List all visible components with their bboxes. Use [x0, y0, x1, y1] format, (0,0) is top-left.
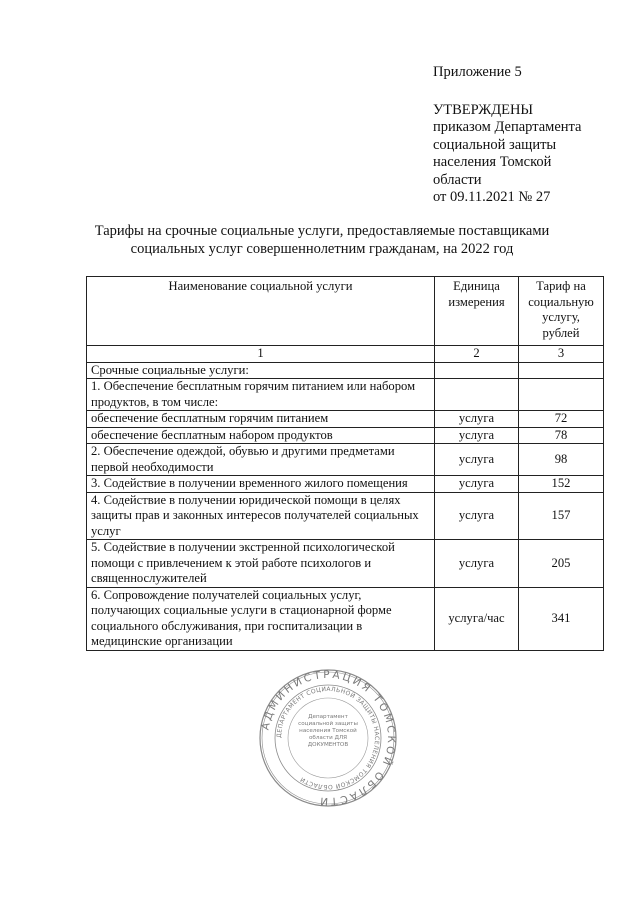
title-line-1: Тарифы на срочные социальные услуги, предоставляемые поставщиками — [94, 223, 550, 239]
header-service-name: Наименование социальной услуги — [87, 277, 435, 346]
approval-date-number: от 09.11.2021 № 27 — [433, 189, 551, 205]
approved-label: УТВЕРЖДЕНЫ — [433, 101, 534, 118]
service-tariff: 152 — [519, 476, 604, 493]
tariffs-table — [86, 276, 604, 651]
seal-inner-text: ДЕПАРТАМЕНТ СОЦИАЛЬНОЙ ЗАЩИТЫ НАСЕЛЕНИЯ ТОМСКОЙ ОБЛАСТИ — [275, 685, 381, 791]
service-tariff: 98 — [519, 444, 604, 476]
appendix-label: Приложение 5 — [433, 64, 522, 80]
service-tariff: 72 — [519, 411, 604, 428]
service-tariff: 78 — [519, 427, 604, 444]
service-unit: услуга — [435, 492, 519, 540]
approval-line: социальной защиты — [433, 136, 557, 153]
service-tariff: 341 — [519, 587, 604, 650]
official-seal-icon — [258, 668, 398, 808]
approval-line: населения Томской — [433, 154, 552, 170]
service-name: 3. Содействие в получении временного жилого помещения — [87, 476, 435, 493]
empty-cell — [435, 362, 519, 379]
table-row — [87, 540, 604, 588]
table-header-row — [87, 277, 604, 346]
service-unit: услуга — [435, 476, 519, 493]
empty-cell — [519, 362, 604, 379]
table-row — [87, 476, 604, 493]
service-name: 6. Сопровождение получателей социальных услуг, получающих социальные услуги в стационарной форме социального обслуживания, при госпитализации в медицинские организации — [87, 587, 435, 650]
table-row — [87, 444, 604, 476]
service-unit: услуга — [435, 427, 519, 444]
seal-outer-text: АДМИНИСТРАЦИЯ ТОМСКОЙ ОБЛАСТИ — [259, 668, 398, 808]
service-name: 2. Обеспечение одеждой, обувью и другими предметами первой необходимости — [87, 444, 435, 476]
section-title: Срочные социальные услуги: — [87, 362, 435, 379]
table-row — [87, 411, 604, 428]
approval-line: области — [433, 171, 482, 188]
table-row — [87, 379, 604, 411]
index-cell: 3 — [519, 346, 604, 363]
service-name: 4. Содействие в получении юридической помощи в целях защиты прав и законных интересов получателей социальных услуг — [87, 492, 435, 540]
service-unit: услуга/час — [435, 587, 519, 650]
seal-center-text: Департамент социальной защиты населения Томской области ДЛЯ ДОКУМЕНТОВ — [298, 714, 358, 748]
title-line-2: социальных услуг совершеннолетним гражданам, на 2022 год — [130, 241, 514, 257]
service-name: обеспечение бесплатным горячим питанием — [87, 411, 435, 428]
approval-line: приказом Департамента — [433, 119, 582, 135]
service-name: 5. Содействие в получении экстренной психологической помощи с привлечением к этой работе психологов и священнослужителей — [87, 540, 435, 588]
header-tariff: Тариф на социальную услугу, рублей — [519, 277, 604, 346]
index-cell: 2 — [435, 346, 519, 363]
approval-block — [433, 64, 623, 207]
service-name: 1. Обеспечение бесплатным горячим питанием или набором продуктов, в том числе: — [87, 379, 435, 411]
table-row — [87, 587, 604, 650]
service-tariff: 157 — [519, 492, 604, 540]
table-row — [87, 492, 604, 540]
service-unit: услуга — [435, 411, 519, 428]
service-tariff — [519, 379, 604, 411]
header-unit: Единица измерения — [435, 277, 519, 346]
service-unit: услуга — [435, 540, 519, 588]
service-unit — [435, 379, 519, 411]
table-index-row — [87, 346, 604, 363]
index-cell: 1 — [87, 346, 435, 363]
document-title — [40, 222, 604, 258]
table-section-row — [87, 362, 604, 379]
service-unit: услуга — [435, 444, 519, 476]
service-tariff: 205 — [519, 540, 604, 588]
service-name: обеспечение бесплатным набором продуктов — [87, 427, 435, 444]
table-row — [87, 427, 604, 444]
